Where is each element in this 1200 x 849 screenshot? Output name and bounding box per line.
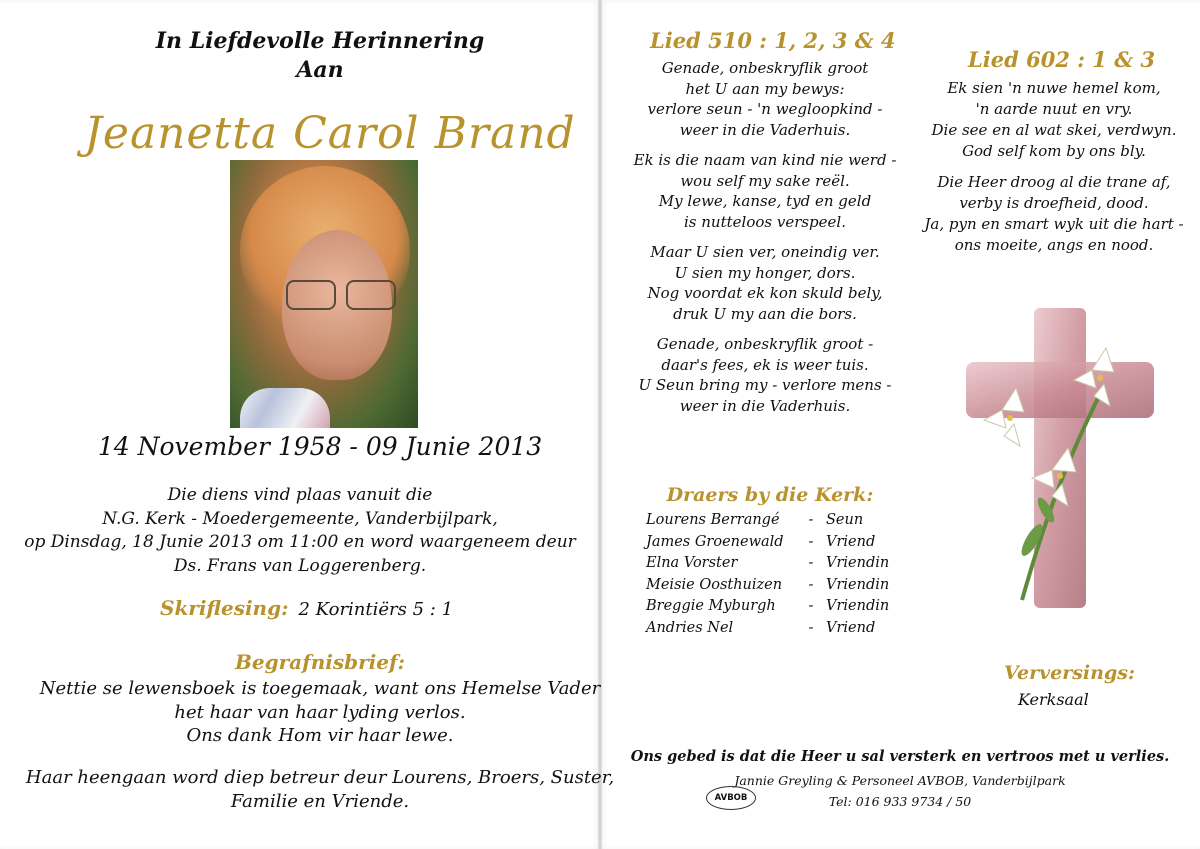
hymn-line: My lewe, kanse, tyd en geld bbox=[658, 192, 872, 210]
mourn-line: Familie en Vriende. bbox=[230, 790, 410, 812]
hymn-510-text bbox=[630, 58, 900, 426]
hymn-line: verlore seun - 'n wegloopkind - bbox=[647, 100, 883, 118]
bearer-dash: - bbox=[808, 598, 814, 614]
hymn-602-title: Lied 602 : 1 & 3 bbox=[968, 47, 1156, 72]
deceased-name: Jeanetta Carol Brand bbox=[84, 108, 576, 159]
bearers-title: Draers by die Kerk: bbox=[666, 484, 874, 506]
hymn-line: U Seun bring my - verlore mens - bbox=[638, 376, 892, 394]
scripture-label: Skriflesing: bbox=[160, 596, 289, 620]
hymn-line: ons moeite, angs en nood. bbox=[954, 236, 1154, 254]
letter-title: Begrafnisbrief: bbox=[235, 650, 405, 674]
hymn-line: Genade, onbeskryflik groot - bbox=[656, 335, 874, 353]
table-row bbox=[646, 596, 889, 618]
hymn-stanza bbox=[630, 334, 900, 416]
telephone-line: Tel: 016 933 9734 / 50 bbox=[828, 794, 972, 809]
bearer-name: Andries Nel bbox=[646, 619, 734, 636]
service-details bbox=[0, 484, 600, 578]
hymn-stanza bbox=[920, 78, 1188, 162]
heading-line-2: Aan bbox=[296, 57, 344, 83]
hymn-line: druk U my aan die bors. bbox=[673, 304, 857, 323]
bearer-relation: Vriend bbox=[826, 533, 876, 550]
bearer-relation: Vriend bbox=[826, 619, 876, 636]
hymn-line: daar's fees, ek is weer tuis. bbox=[661, 355, 869, 374]
hymn-line: wou self my sake reël. bbox=[680, 171, 850, 190]
hymn-line: Die see en al wat skei, verdwyn. bbox=[931, 121, 1177, 139]
bearer-dash: - bbox=[808, 576, 814, 593]
portrait-photo bbox=[230, 160, 418, 428]
hymn-stanza bbox=[920, 172, 1188, 256]
bearer-name: Lourens Berrangé bbox=[646, 512, 780, 528]
life-dates: 14 November 1958 - 09 Junie 2013 bbox=[97, 432, 543, 461]
table-row bbox=[646, 553, 889, 575]
cross-with-lilies-icon bbox=[962, 300, 1158, 620]
letter-line: het haar van haar lyding verlos. bbox=[174, 701, 466, 723]
hymn-line: 'n aarde nuut en vry. bbox=[975, 100, 1133, 118]
hymn-line: Ek is die naam van kind nie werd - bbox=[633, 151, 897, 169]
hymn-line: weer in die Vaderhuis. bbox=[679, 120, 851, 139]
hymn-stanza bbox=[630, 150, 900, 232]
hymn-line: Genade, onbeskryflik groot bbox=[661, 59, 869, 77]
bearer-relation: Vriendin bbox=[826, 576, 890, 593]
table-row bbox=[646, 575, 889, 597]
hymn-line: God self kom by ons bly. bbox=[962, 142, 1146, 160]
bearer-relation: Vriendin bbox=[826, 598, 890, 614]
undertaker-line: Jannie Greyling & Personeel AVBOB, Vanderbijlpark bbox=[734, 773, 1066, 788]
bearer-name: Breggie Myburgh bbox=[646, 598, 776, 614]
mourn-line: Haar heengaan word diep betreur deur Lourens, Broers, Suster, bbox=[25, 767, 615, 788]
letter-line: Nettie se lewensboek is toegemaak, want ons Hemelse Vader bbox=[39, 678, 601, 699]
hymn-line: is nutteloos verspeel. bbox=[684, 212, 846, 231]
bearers-table bbox=[646, 510, 889, 639]
scripture-reference: 2 Korintiërs 5 : 1 bbox=[298, 599, 454, 620]
bearer-name: Meisie Oosthuizen bbox=[646, 576, 783, 593]
hymn-line: U sien my honger, dors. bbox=[674, 263, 856, 282]
bearer-dash: - bbox=[808, 555, 814, 571]
service-line: Ds. Frans van Loggerenberg. bbox=[173, 555, 427, 576]
heading-line-1: In Liefdevolle Herinnering bbox=[155, 28, 485, 54]
refreshments-place: Kerksaal bbox=[1018, 690, 1089, 709]
hymn-stanza bbox=[630, 58, 900, 140]
hymn-line: Ja, pyn en smart wyk uit die hart - bbox=[924, 215, 1184, 233]
bearer-name: James Groenewald bbox=[646, 533, 784, 550]
bearer-relation: Seun bbox=[826, 512, 864, 528]
bearer-name: Elna Vorster bbox=[646, 555, 738, 571]
hymn-510-title: Lied 510 : 1, 2, 3 & 4 bbox=[650, 28, 896, 53]
avbob-logo: AVBOB bbox=[706, 786, 756, 810]
hymn-stanza bbox=[630, 242, 900, 324]
bearer-dash: - bbox=[808, 533, 814, 550]
refreshments-title: Verversings: bbox=[1004, 662, 1135, 684]
bearer-dash: - bbox=[808, 512, 814, 528]
hymn-602-text bbox=[920, 78, 1188, 266]
hymn-line: verby is droefheid, dood. bbox=[959, 194, 1149, 212]
table-row bbox=[646, 510, 889, 532]
hymn-line: Maar U sien ver, oneindig ver. bbox=[650, 243, 880, 261]
hymn-line: weer in die Vaderhuis. bbox=[679, 396, 851, 415]
mourners-note bbox=[20, 766, 620, 813]
scripture-reading bbox=[160, 596, 580, 620]
table-row bbox=[646, 532, 889, 554]
hymn-line: Die Heer droog al die trane af, bbox=[937, 173, 1171, 191]
table-row bbox=[646, 618, 889, 640]
hymn-line: Ek sien 'n nuwe hemel kom, bbox=[947, 79, 1161, 97]
closing-prayer: Ons gebed is dat die Heer u sal versterk en vertroos met u verlies. bbox=[630, 748, 1170, 765]
funeral-letter bbox=[20, 677, 620, 748]
hymn-line: het U aan my bewys: bbox=[685, 79, 845, 98]
service-line: op Dinsdag, 18 Junie 2013 om 11:00 en word waargeneem deur bbox=[24, 532, 576, 552]
bearer-relation: Vriendin bbox=[826, 555, 890, 571]
service-line: Die diens vind plaas vanuit die bbox=[167, 485, 433, 505]
hymn-line: Nog voordat ek kon skuld bely, bbox=[647, 284, 883, 302]
bearer-dash: - bbox=[808, 619, 814, 636]
service-line: N.G. Kerk - Moedergemeente, Vanderbijlpark, bbox=[102, 508, 498, 529]
letter-line: Ons dank Hom vir haar lewe. bbox=[186, 725, 454, 746]
